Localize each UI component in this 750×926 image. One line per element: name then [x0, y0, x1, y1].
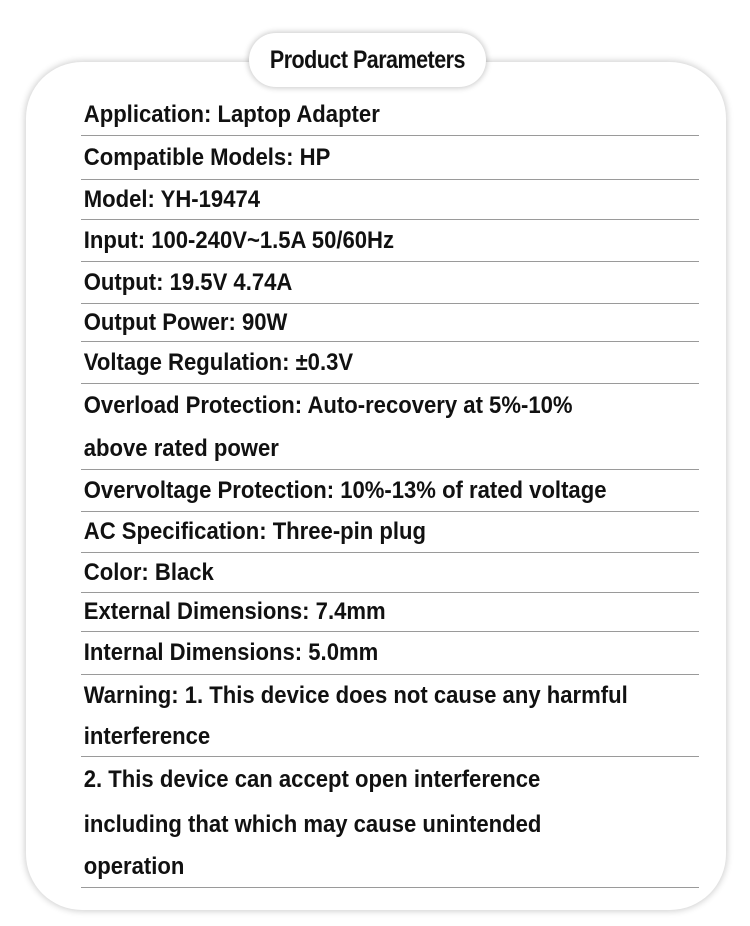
parameter-row [81, 717, 699, 757]
parameter-text: Internal Dimensions: 5.0mm [83, 639, 379, 666]
parameter-text: Output Power: 90W [83, 308, 288, 336]
parameter-text: including that which may cause unintended [83, 811, 542, 838]
parameter-row [81, 553, 699, 593]
page-title: Product Parameters [269, 45, 466, 74]
parameter-row [81, 342, 699, 384]
parameter-row [81, 136, 699, 180]
parameter-text: Compatible Models: HP [83, 143, 331, 171]
parameter-row [81, 632, 699, 675]
title-tab [249, 33, 486, 87]
parameter-row [81, 304, 699, 342]
parameter-row [81, 262, 699, 304]
parameter-row [81, 803, 699, 847]
parameter-row [81, 847, 699, 888]
parameter-text: Overload Protection: Auto-recovery at 5%-10% [83, 392, 573, 419]
parameter-row [81, 593, 699, 632]
parameter-text: Model: YH-19474 [83, 185, 261, 213]
parameter-row [81, 757, 699, 803]
parameter-text: Color: Black [83, 558, 214, 586]
parameter-text: Warning: 1. This device does not cause any harmful [83, 682, 628, 709]
parameter-row [81, 94, 699, 136]
parameter-text: AC Specification: Three-pin plug [83, 518, 427, 545]
parameter-text: Overvoltage Protection: 10%-13% of rated voltage [83, 476, 607, 504]
parameter-row [81, 428, 699, 470]
parameter-text: operation [83, 853, 185, 880]
parameter-text: 2. This device can accept open interference [83, 766, 541, 793]
parameter-text: Application: Laptop Adapter [83, 100, 380, 128]
parameter-text: External Dimensions: 7.4mm [83, 598, 386, 625]
parameter-text: interference [83, 722, 211, 750]
parameter-row [81, 675, 699, 717]
parameter-text: Input: 100-240V~1.5A 50/60Hz [83, 226, 395, 254]
parameter-row [81, 384, 699, 428]
parameter-row [81, 470, 699, 512]
parameter-text: above rated power [83, 434, 279, 462]
parameter-text: Output: 19.5V 4.74A [83, 268, 293, 296]
parameter-text: Voltage Regulation: ±0.3V [83, 348, 354, 376]
parameter-row [81, 220, 699, 262]
parameter-row [81, 512, 699, 553]
parameter-row [81, 180, 699, 220]
